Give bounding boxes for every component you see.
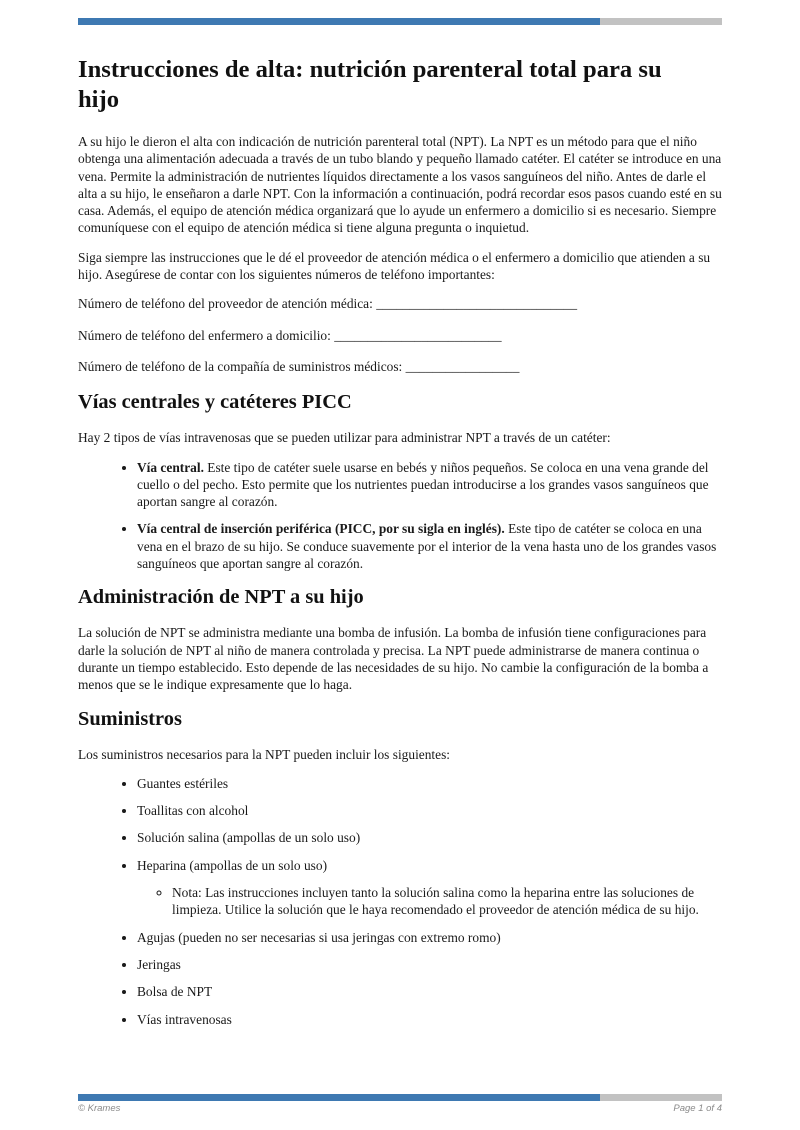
phone-line-provider (78, 295, 722, 312)
section-heading-supplies: Suministros (78, 707, 182, 730)
central-lines-list (78, 459, 722, 573)
npt-administration-paragraph: La solución de NPT se administra mediante una bomba de infusión. La bomba de infusión tiene configuraciones para darle la solución de NPT al niño de manera controlada y precisa. La NPT puede administrarse de manera continua o durante un tiempo establecido. Esto depende de las necesidades de su hijo. No cambie la configuración de la bomba a menos que se le indique expresamente que lo haga. (78, 625, 709, 693)
supplies-intro: Los suministros necesarios para la NPT pueden incluir los siguientes: (78, 746, 451, 762)
page-footer (78, 1094, 722, 1114)
list-item-heparin (137, 857, 722, 919)
list-item-needles: • Agujas (pueden no ser necesarias si usa jeringas con extremo romo) (137, 929, 722, 946)
header-rule (78, 18, 722, 25)
picc-line-text: Este tipo de catéter se coloca en una vena en el brazo de su hijo. Se conduce suavemente por el interior de la vena hasta uno de los grandes vasos sanguíneos que aportan sangre al corazón. (137, 521, 717, 572)
section-heading-central-lines: Vías centrales y catéteres PICC (78, 391, 352, 414)
intro-paragraph: A su hijo le dieron el alta con indicación de nutrición parenteral total (NPT). La NPT es un método para que el niño obtenga una alimentación adecuada a través de un tubo blando y pequeño llamado catéter. El catéter se introduce en una vena. Permite la administración de nutrientes líquidos directamente a los vasos sanguíneos del niño. Antes de darle el alta a su hijo, le enseñaron a darle NPT. Con la información a continuación, podrá recordar esos pasos cuando esté en su casa. Además, el equipo de atención médica organizará que lo ayude un enfermero a domicilio si es necesario. Siempre comuníquese con el equipo de atención médica si tiene alguna pregunta o inquietud. (78, 134, 722, 236)
phone-label-home-nurse: Número de teléfono del enfermero a domicilio: (78, 327, 335, 343)
list-item-picc-line (137, 520, 722, 572)
footer-page-number: Page 1 of 4 (673, 1103, 722, 1114)
list-item-sterile-gloves: • Guantes estériles (137, 775, 722, 792)
footer-rule (78, 1094, 722, 1101)
phone-blank-home-nurse: _________________________ (334, 327, 502, 343)
footer-copyright: © Krames (78, 1103, 121, 1114)
list-item-alcohol-wipes: • Toallitas con alcohol (137, 802, 722, 819)
list-item-iv-lines: • Vías intravenosas (137, 1011, 722, 1028)
list-item-syringes: • Jeringas (137, 956, 722, 973)
note-item: ◦ Nota: Las instrucciones incluyen tanto la solución salina como la heparina entre las soluciones de limpieza. Utilice la solución que le haya recomendado el proveedor de atención médica de su hijo. (172, 884, 722, 919)
follow-instructions-paragraph: Siga siempre las instrucciones que le dé el proveedor de atención médica o el enfermero a domicilio que atienden a su hijo. Asegúrese de contar con los siguientes números de teléfono importantes: (78, 249, 711, 283)
document-body (78, 25, 722, 1040)
phone-label-provider: Número de teléfono del proveedor de atención médica: (78, 296, 377, 312)
section-heading-npt-administration: Administración de NPT a su hijo (78, 586, 364, 609)
header-rule-gray-segment (600, 18, 722, 25)
list-item-central-line (137, 459, 722, 511)
footer-rule-gray-segment (600, 1094, 722, 1101)
footer-rule-blue-segment (78, 1094, 600, 1101)
picc-line-lead: Vía central de inserción periférica (PICC, por su sigla en inglés). (137, 521, 505, 537)
central-line-lead: Vía central. (137, 459, 204, 475)
note-sublist (137, 884, 722, 919)
phone-blank-provider: ______________________________ (376, 296, 578, 312)
list-item-saline-solution: • Solución salina (ampollas de un solo uso) (137, 829, 722, 846)
central-lines-intro: Hay 2 tipos de vías intravenosas que se pueden utilizar para administrar NPT a través de un catéter: (78, 430, 611, 446)
phone-line-home-nurse (78, 327, 722, 344)
heparin-text: Heparina (ampollas de un solo uso) (137, 857, 328, 873)
list-item-npt-bag: • Bolsa de NPT (137, 983, 722, 1000)
header-rule-blue-segment (78, 18, 600, 25)
central-line-text: Este tipo de catéter suele usarse en bebés y niños pequeños. Se coloca en una vena grande del cuello o del pecho. Esto permite que los nutrientes puedan introducirse a los grandes vasos sanguíneos que aportan sangre al corazón. (137, 459, 709, 510)
phone-blank-supply-company: _________________ (405, 358, 520, 374)
phone-line-supply-company (78, 358, 722, 375)
phone-label-supply-company: Número de teléfono de la compañía de suministros médicos: (78, 358, 406, 374)
supplies-list (78, 775, 722, 1028)
page-title: Instrucciones de alta: nutrición parenteral total para su hijo (78, 56, 662, 113)
footer-meta (78, 1103, 722, 1114)
